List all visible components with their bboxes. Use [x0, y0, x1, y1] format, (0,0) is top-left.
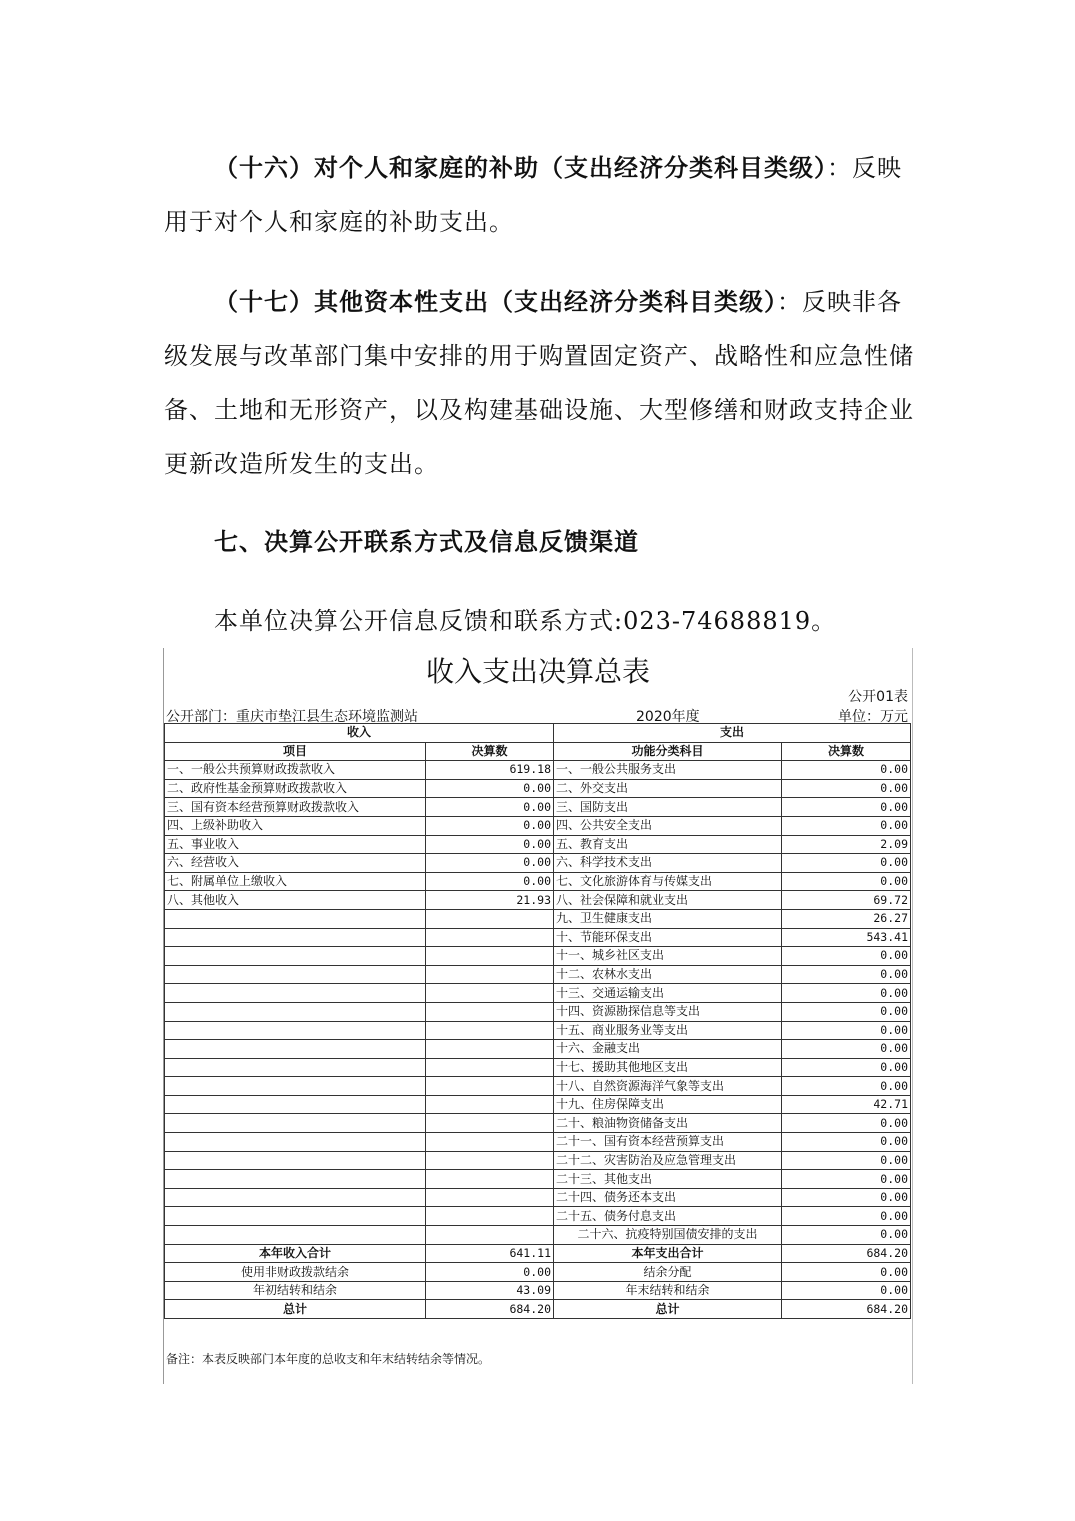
- income-item-cell: 一、一般公共预算财政拨款收入: [165, 761, 426, 780]
- expense-amount-cell: 0.00: [782, 816, 911, 835]
- table-row: [165, 1226, 911, 1245]
- expense-amount-cell: 0.00: [782, 1002, 911, 1021]
- table-column-header-row: [165, 742, 911, 761]
- income-item-cell: [165, 1226, 426, 1245]
- paragraph-16-line-1: [214, 148, 902, 183]
- expense-item-cell: 二十四、债务还本支出: [554, 1188, 782, 1207]
- expense-item-cell: 四、公共安全支出: [554, 816, 782, 835]
- table-row: [165, 1170, 911, 1189]
- income-amount-cell: [426, 965, 554, 984]
- expense-item-cell: 二十六、抗疫特别国债安排的支出: [554, 1226, 782, 1245]
- table-total-row: [165, 1281, 911, 1300]
- income-item-cell: [165, 1040, 426, 1059]
- expense-amount-cell: 0.00: [782, 1151, 911, 1170]
- expense-amount-cell: 42.71: [782, 1095, 911, 1114]
- expense-total-amount: 684.20: [782, 1244, 911, 1263]
- income-item-cell: [165, 1170, 426, 1189]
- expense-item-cell: 十七、援助其他地区支出: [554, 1058, 782, 1077]
- income-amount-cell: 0.00: [426, 835, 554, 854]
- income-item-cell: [165, 1002, 426, 1021]
- expense-amount-cell: 0.00: [782, 854, 911, 873]
- income-amount-cell: [426, 1133, 554, 1152]
- income-amount-cell: 0.00: [426, 779, 554, 798]
- table-total-row: [165, 1300, 911, 1319]
- paragraph-16-line-1-tail: ：反映: [827, 154, 902, 182]
- income-item-cell: 八、其他收入: [165, 891, 426, 910]
- col-item-header: 项目: [165, 742, 426, 761]
- expense-item-cell: 十二、农林水支出: [554, 965, 782, 984]
- income-amount-cell: [426, 1077, 554, 1096]
- table-row: [165, 816, 911, 835]
- table-title: 收入支出决算总表: [425, 655, 650, 688]
- expense-item-cell: 十四、资源勘探信息等支出: [554, 1002, 782, 1021]
- expense-amount-cell: 2.09: [782, 835, 911, 854]
- expense-amount-cell: 0.00: [782, 1077, 911, 1096]
- expense-total-amount: 684.20: [782, 1300, 911, 1319]
- table-total-row: [165, 1263, 911, 1282]
- income-amount-cell: 0.00: [426, 872, 554, 891]
- expense-item-cell: 五、教育支出: [554, 835, 782, 854]
- expense-total-label: 本年支出合计: [554, 1244, 782, 1263]
- income-header: 收入: [165, 724, 554, 743]
- expense-header: 支出: [554, 724, 911, 743]
- expense-item-cell: 二十一、国有资本经营预算支出: [554, 1133, 782, 1152]
- expense-amount-cell: 0.00: [782, 947, 911, 966]
- income-expense-table: [164, 723, 911, 1319]
- expense-item-cell: 八、社会保障和就业支出: [554, 891, 782, 910]
- income-item-cell: 五、事业收入: [165, 835, 426, 854]
- table-year: 2020年度: [636, 709, 700, 725]
- table-total-row: [165, 1244, 911, 1263]
- income-item-cell: [165, 947, 426, 966]
- income-item-cell: [165, 1151, 426, 1170]
- expense-amount-cell: 0.00: [782, 1114, 911, 1133]
- table-row: [165, 928, 911, 947]
- income-total-label: 总计: [165, 1300, 426, 1319]
- income-item-cell: [165, 1133, 426, 1152]
- expense-item-cell: 十一、城乡社区支出: [554, 947, 782, 966]
- table-row: [165, 891, 911, 910]
- income-amount-cell: [426, 1151, 554, 1170]
- expense-item-cell: 二十五、债务付息支出: [554, 1207, 782, 1226]
- income-item-cell: [165, 1095, 426, 1114]
- income-item-cell: [165, 1058, 426, 1077]
- income-item-cell: [165, 909, 426, 928]
- section-7-heading: 七、决算公开联系方式及信息反馈渠道: [214, 527, 639, 556]
- table-row: [165, 1077, 911, 1096]
- expense-item-cell: 二十二、灾害防治及应急管理支出: [554, 1151, 782, 1170]
- table-group-header-row: [165, 724, 911, 743]
- income-total-label: 本年收入合计: [165, 1244, 426, 1263]
- expense-amount-cell: 0.00: [782, 761, 911, 780]
- expense-total-amount: 0.00: [782, 1281, 911, 1300]
- income-total-amount: 684.20: [426, 1300, 554, 1319]
- expense-amount-cell: 543.41: [782, 928, 911, 947]
- expense-amount-cell: 0.00: [782, 1040, 911, 1059]
- paragraph-17-line-1-tail: ：反映非各: [777, 288, 902, 316]
- table-row: [165, 779, 911, 798]
- table-row: [165, 872, 911, 891]
- paragraph-17-line-4: 更新改造所发生的支出。: [164, 450, 439, 478]
- income-amount-cell: [426, 909, 554, 928]
- income-item-cell: [165, 1077, 426, 1096]
- expense-amount-cell: 0.00: [782, 798, 911, 817]
- expense-item-cell: 六、科学技术支出: [554, 854, 782, 873]
- income-amount-cell: [426, 928, 554, 947]
- expense-item-cell: 三、国防支出: [554, 798, 782, 817]
- table-row: [165, 947, 911, 966]
- paragraph-17-heading: （十七）其他资本性支出（支出经济分类科目类级）: [214, 287, 777, 316]
- table-row: [165, 1002, 911, 1021]
- table-row: [165, 984, 911, 1003]
- table-row: [165, 798, 911, 817]
- table-row: [165, 1114, 911, 1133]
- income-amount-cell: [426, 1021, 554, 1040]
- expense-item-cell: 七、文化旅游体育与传媒支出: [554, 872, 782, 891]
- expense-amount-cell: 0.00: [782, 1133, 911, 1152]
- col-func-header: 功能分类科目: [554, 742, 782, 761]
- expense-amount-cell: 0.00: [782, 984, 911, 1003]
- expense-amount-cell: 0.00: [782, 872, 911, 891]
- expense-item-cell: 二、外交支出: [554, 779, 782, 798]
- table-row: [165, 854, 911, 873]
- income-item-cell: 四、上级补助收入: [165, 816, 426, 835]
- expense-item-cell: 十、节能环保支出: [554, 928, 782, 947]
- income-amount-cell: [426, 1095, 554, 1114]
- income-item-cell: 三、国有资本经营预算财政拨款收入: [165, 798, 426, 817]
- income-item-cell: [165, 984, 426, 1003]
- table-row: [165, 1058, 911, 1077]
- income-item-cell: [165, 1207, 426, 1226]
- income-amount-cell: [426, 1226, 554, 1245]
- table-row: [165, 1095, 911, 1114]
- expense-item-cell: 十八、自然资源海洋气象等支出: [554, 1077, 782, 1096]
- table-row: [165, 1021, 911, 1040]
- paragraph-17-line-3: 备、土地和无形资产，以及构建基础设施、大型修缮和财政支持企业: [164, 396, 914, 424]
- expense-total-label: 结余分配: [554, 1263, 782, 1282]
- income-amount-cell: [426, 1114, 554, 1133]
- income-item-cell: [165, 928, 426, 947]
- summary-table-panel: [163, 648, 913, 1384]
- expense-item-cell: 十六、金融支出: [554, 1040, 782, 1059]
- expense-item-cell: 九、卫生健康支出: [554, 909, 782, 928]
- table-dept: 公开部门：重庆市垫江县生态环境监测站: [166, 709, 418, 725]
- table-row: [165, 761, 911, 780]
- income-amount-cell: [426, 1002, 554, 1021]
- income-item-cell: [165, 965, 426, 984]
- expense-amount-cell: 0.00: [782, 1021, 911, 1040]
- income-amount-cell: [426, 1188, 554, 1207]
- expense-amount-cell: 0.00: [782, 1170, 911, 1189]
- income-total-amount: 43.09: [426, 1281, 554, 1300]
- table-row: [165, 909, 911, 928]
- expense-item-cell: 十九、住房保障支出: [554, 1095, 782, 1114]
- table-row: [165, 1040, 911, 1059]
- income-item-cell: [165, 1021, 426, 1040]
- col-amount-header: 决算数: [426, 742, 554, 761]
- expense-item-cell: 二十三、其他支出: [554, 1170, 782, 1189]
- table-row: [165, 965, 911, 984]
- expense-amount-cell: 0.00: [782, 1226, 911, 1245]
- income-item-cell: 六、经营收入: [165, 854, 426, 873]
- expense-amount-cell: 0.00: [782, 779, 911, 798]
- table-code: 公开01表: [848, 689, 908, 705]
- income-amount-cell: 0.00: [426, 816, 554, 835]
- income-amount-cell: 0.00: [426, 854, 554, 873]
- expense-item-cell: 二十、粮油物资储备支出: [554, 1114, 782, 1133]
- table-note: 备注：本表反映部门本年度的总收支和年末结转结余等情况。: [166, 1352, 491, 1366]
- paragraph-17-line-1: [214, 282, 902, 317]
- income-item-cell: 七、附属单位上缴收入: [165, 872, 426, 891]
- table-row: [165, 1188, 911, 1207]
- income-amount-cell: [426, 1058, 554, 1077]
- col-amount2-header: 决算数: [782, 742, 911, 761]
- income-amount-cell: [426, 947, 554, 966]
- expense-total-amount: 0.00: [782, 1263, 911, 1282]
- income-amount-cell: 0.00: [426, 798, 554, 817]
- expense-amount-cell: 26.27: [782, 909, 911, 928]
- income-amount-cell: [426, 984, 554, 1003]
- expense-item-cell: 十三、交通运输支出: [554, 984, 782, 1003]
- income-amount-cell: [426, 1207, 554, 1226]
- income-total-amount: 641.11: [426, 1244, 554, 1263]
- income-amount-cell: [426, 1040, 554, 1059]
- table-row: [165, 1151, 911, 1170]
- expense-amount-cell: 0.00: [782, 1207, 911, 1226]
- contact-line: 本单位决算公开信息反馈和联系方式:023-74688819。: [214, 607, 837, 635]
- income-total-label: 使用非财政拨款结余: [165, 1263, 426, 1282]
- expense-amount-cell: 69.72: [782, 891, 911, 910]
- expense-amount-cell: 0.00: [782, 1188, 911, 1207]
- income-total-amount: 0.00: [426, 1263, 554, 1282]
- expense-item-cell: 十五、商业服务业等支出: [554, 1021, 782, 1040]
- income-item-cell: 二、政府性基金预算财政拨款收入: [165, 779, 426, 798]
- expense-amount-cell: 0.00: [782, 965, 911, 984]
- expense-total-label: 总计: [554, 1300, 782, 1319]
- income-item-cell: [165, 1188, 426, 1207]
- paragraph-16-line-2: 用于对个人和家庭的补助支出。: [164, 208, 514, 236]
- income-item-cell: [165, 1114, 426, 1133]
- income-amount-cell: 619.18: [426, 761, 554, 780]
- table-row: [165, 1207, 911, 1226]
- expense-total-label: 年末结转和结余: [554, 1281, 782, 1300]
- table-row: [165, 1133, 911, 1152]
- paragraph-16-heading: （十六）对个人和家庭的补助（支出经济分类科目类级）: [214, 153, 827, 182]
- income-amount-cell: 21.93: [426, 891, 554, 910]
- table-row: [165, 835, 911, 854]
- paragraph-17-line-2: 级发展与改革部门集中安排的用于购置固定资产、战略性和应急性储: [164, 342, 914, 370]
- table-unit: 单位：万元: [838, 709, 908, 725]
- expense-amount-cell: 0.00: [782, 1058, 911, 1077]
- expense-item-cell: 一、一般公共服务支出: [554, 761, 782, 780]
- income-total-label: 年初结转和结余: [165, 1281, 426, 1300]
- income-amount-cell: [426, 1170, 554, 1189]
